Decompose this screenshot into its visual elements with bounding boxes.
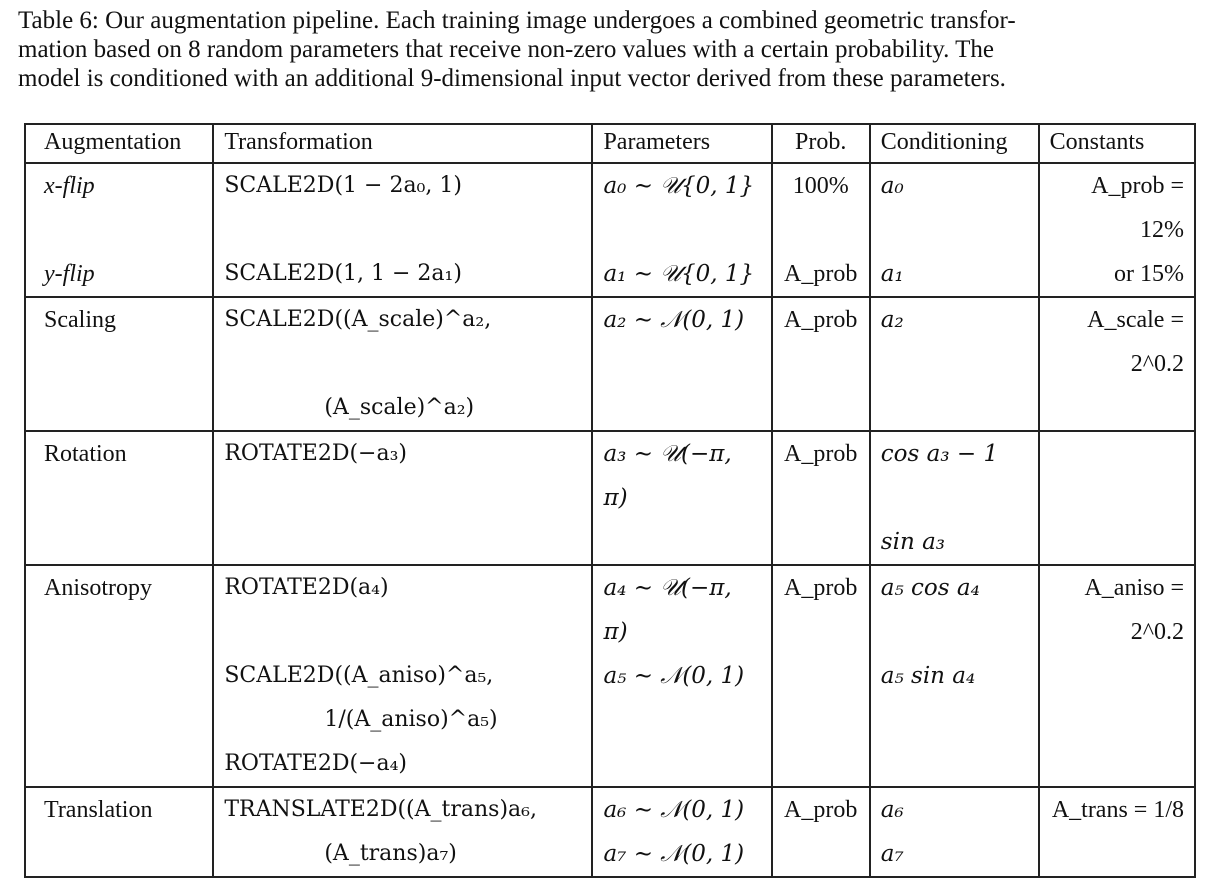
cell-transformation: SCALE2D(1 − 2a₀, 1) — [213, 163, 592, 252]
cell-augmentation — [25, 832, 213, 877]
cell-prob — [772, 698, 870, 742]
cell-augmentation — [25, 654, 213, 698]
cell-augmentation: Translation — [25, 787, 213, 832]
caption-line-2: mation based on 8 random parameters that receive non-zero values with a certain probability. The — [18, 36, 995, 63]
cell-prob: A_prob — [772, 297, 870, 386]
group-scaling — [25, 297, 1195, 431]
cell-conditioning: a₀ — [870, 163, 1039, 252]
table-row — [25, 565, 1195, 654]
cell-conditioning: a₂ — [870, 297, 1039, 386]
cell-conditioning: a₆ — [870, 787, 1039, 832]
cell-prob: A_prob — [772, 431, 870, 520]
cell-parameters — [592, 698, 771, 742]
cell-conditioning: cos a₃ − 1 — [870, 431, 1039, 520]
header-conditioning: Conditioning — [870, 124, 1039, 163]
cell-parameters — [592, 386, 771, 431]
table-row — [25, 698, 1195, 742]
cell-conditioning — [870, 698, 1039, 742]
group-anisotropy — [25, 565, 1195, 787]
cell-transformation — [213, 520, 592, 565]
cell-transformation: SCALE2D((A_aniso)^a₅, — [213, 654, 592, 698]
caption-line-3: model is conditioned with an additional 9-dimensional input vector derived from these parameters. — [18, 65, 1006, 92]
cell-constants: A_prob = 12% — [1039, 163, 1195, 252]
cell-parameters: a₆ ∼ 𝒩(0, 1) — [592, 787, 771, 832]
cell-augmentation: Scaling — [25, 297, 213, 386]
table-row — [25, 297, 1195, 386]
cell-conditioning — [870, 386, 1039, 431]
cell-prob — [772, 654, 870, 698]
cell-parameters — [592, 742, 771, 787]
caption-line-1: Table 6: Our augmentation pipeline. Each training image undergoes a combined geometric transfor- — [18, 7, 1016, 34]
group-rotation — [25, 431, 1195, 565]
cell-parameters — [592, 520, 771, 565]
cell-transformation: TRANSLATE2D((A_trans)a₆, — [213, 787, 592, 832]
cell-constants — [1039, 386, 1195, 431]
table-row — [25, 832, 1195, 877]
table-row — [25, 520, 1195, 565]
table-header-row — [25, 124, 1195, 163]
cell-conditioning: a₇ — [870, 832, 1039, 877]
cell-parameters: a₁ ∼ 𝒰{0, 1} — [592, 252, 771, 297]
header-augmentation: Augmentation — [25, 124, 213, 163]
cell-augmentation: Rotation — [25, 431, 213, 520]
cell-prob — [772, 520, 870, 565]
cell-constants — [1039, 654, 1195, 698]
header-constants: Constants — [1039, 124, 1195, 163]
cell-transformation: (A_trans)a₇) — [213, 832, 592, 877]
table-row — [25, 654, 1195, 698]
table-caption — [18, 6, 1208, 93]
table-row — [25, 252, 1195, 297]
cell-transformation: ROTATE2D(a₄) — [213, 565, 592, 654]
cell-transformation: SCALE2D(1, 1 − 2a₁) — [213, 252, 592, 297]
cell-constants: A_scale = 2^0.2 — [1039, 297, 1195, 386]
cell-parameters: a₅ ∼ 𝒩(0, 1) — [592, 654, 771, 698]
cell-transformation: ROTATE2D(−a₄) — [213, 742, 592, 787]
cell-prob: 100% — [772, 163, 870, 252]
cell-parameters: a₇ ∼ 𝒩(0, 1) — [592, 832, 771, 877]
table-row — [25, 742, 1195, 787]
cell-augmentation — [25, 698, 213, 742]
cell-augmentation: Anisotropy — [25, 565, 213, 654]
cell-conditioning — [870, 742, 1039, 787]
cell-prob: A_prob — [772, 787, 870, 832]
group-translation — [25, 787, 1195, 877]
cell-prob: A_prob — [772, 565, 870, 654]
cell-prob: A_prob — [772, 252, 870, 297]
augmentation-table — [24, 123, 1196, 878]
cell-parameters: a₀ ∼ 𝒰{0, 1} — [592, 163, 771, 252]
cell-conditioning: sin a₃ — [870, 520, 1039, 565]
cell-constants — [1039, 832, 1195, 877]
cell-conditioning: a₁ — [870, 252, 1039, 297]
cell-transformation: (A_scale)^a₂) — [213, 386, 592, 431]
cell-conditioning: a₅ sin a₄ — [870, 654, 1039, 698]
cell-parameters: a₃ ∼ 𝒰(−π, π) — [592, 431, 771, 520]
cell-constants — [1039, 698, 1195, 742]
cell-transformation: SCALE2D((A_scale)^a₂, — [213, 297, 592, 386]
cell-augmentation — [25, 742, 213, 787]
cell-constants — [1039, 431, 1195, 520]
table-row — [25, 431, 1195, 520]
cell-constants — [1039, 742, 1195, 787]
cell-constants: A_trans = 1/8 — [1039, 787, 1195, 832]
table-row — [25, 787, 1195, 832]
cell-prob — [772, 832, 870, 877]
cell-constants: or 15% — [1039, 252, 1195, 297]
cell-conditioning: a₅ cos a₄ — [870, 565, 1039, 654]
cell-augmentation: x-flip — [25, 163, 213, 252]
header-prob: Prob. — [772, 124, 870, 163]
cell-parameters: a₂ ∼ 𝒩(0, 1) — [592, 297, 771, 386]
group-flip — [25, 163, 1195, 297]
cell-parameters: a₄ ∼ 𝒰(−π, π) — [592, 565, 771, 654]
header-transformation: Transformation — [213, 124, 592, 163]
cell-prob — [772, 386, 870, 431]
cell-augmentation: y-flip — [25, 252, 213, 297]
cell-transformation: 1/(A_aniso)^a₅) — [213, 698, 592, 742]
cell-augmentation — [25, 386, 213, 431]
cell-constants — [1039, 520, 1195, 565]
header-parameters: Parameters — [592, 124, 771, 163]
cell-augmentation — [25, 520, 213, 565]
table-row — [25, 163, 1195, 252]
table-row — [25, 386, 1195, 431]
cell-prob — [772, 742, 870, 787]
cell-constants: A_aniso = 2^0.2 — [1039, 565, 1195, 654]
cell-transformation: ROTATE2D(−a₃) — [213, 431, 592, 520]
